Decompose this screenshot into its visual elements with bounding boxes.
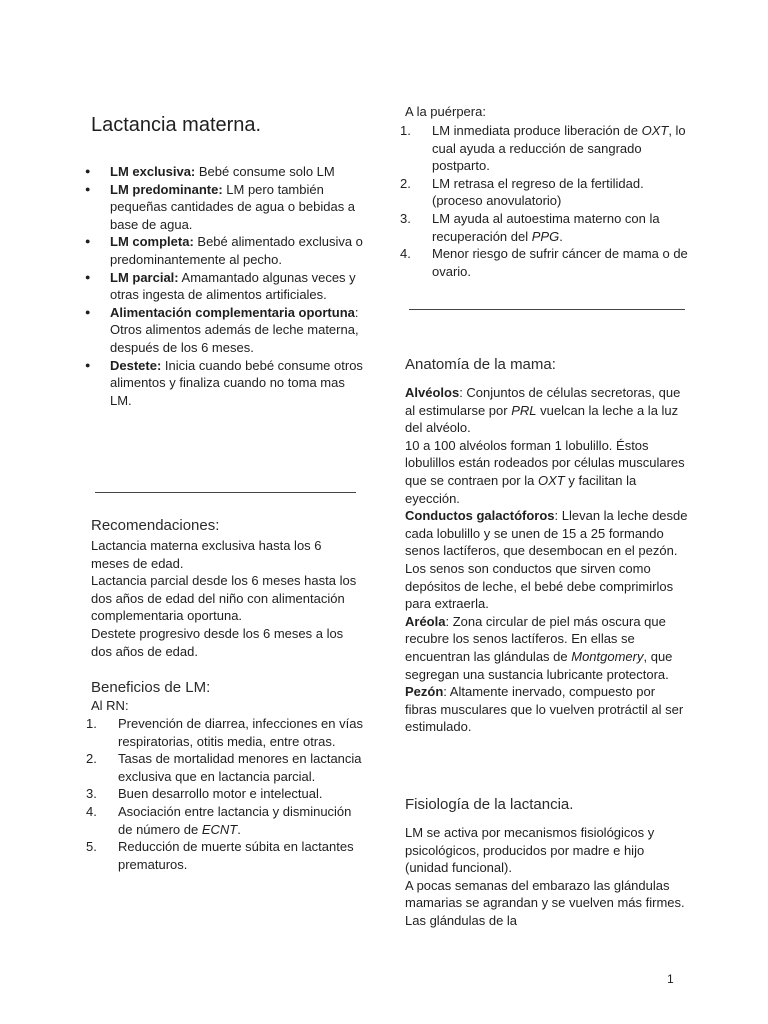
list-item: 4. Asociación entre lactancia y disminución de número de ECNT.	[86, 803, 352, 837]
puerpera-label: A la puérpera:	[405, 104, 486, 119]
definition-item: ● LM exclusiva: Bebé consume solo LM	[91, 163, 363, 181]
section-divider	[409, 309, 685, 310]
definition-item: ● Destete: Inicia cuando bebé consume otros alimentos y finaliza cuando no toma mas LM.	[91, 357, 363, 410]
page-number: 1	[667, 972, 674, 986]
anatomia-body	[405, 384, 689, 736]
definition-item: ● Alimentación complementaria oportuna: Otros alimentos además de leche materna, después de los 6 meses.	[91, 304, 363, 357]
beneficios-heading: Beneficios de LM:	[91, 679, 211, 696]
lobulillos-paragraph: 10 a 100 alvéolos forman 1 lobulillo. Éstos lobulillos están rodeados por células musculares que se contraen por la OXT y facilitan la eyección.	[405, 437, 685, 506]
list-item: 1. LM inmediata produce liberación de OXT, lo cual ayuda a reducción de sangrado postparto.	[400, 123, 686, 174]
list-item: 5. Reducción de muerte súbita en lactantes prematuros.	[86, 839, 354, 872]
conductos-paragraph: Conductos galactóforos: Llevan la leche desde cada lobulillo y se unen de 15 a 25 formando senos lactíferos, que desembocan en el pezón. Los senos son conductos que sirven como depósitos de leche, el bebé debe comprimirlos para extraerla.	[405, 508, 688, 612]
rn-label: Al RN:	[91, 698, 129, 713]
recomendaciones-list	[91, 537, 361, 660]
recomendacion-item: Lactancia materna exclusiva hasta los 6 meses de edad.	[91, 538, 322, 571]
definition-item: ● LM completa: Bebé alimentado exclusiva o predominantemente al pecho.	[91, 233, 363, 268]
recomendacion-item: Lactancia parcial desde los 6 meses hasta los dos años de edad del niño con alimentación complementaria oportuna.	[91, 573, 357, 624]
anatomia-heading: Anatomía de la mama:	[405, 356, 556, 373]
fisiologia-paragraph: LM se activa por mecanismos fisiológicos y psicológicos, producidos por madre e hijo (unidad funcional).	[405, 825, 655, 876]
alveolos-paragraph: Alvéolos: Conjuntos de células secretoras, que al estimularse por PRL vuelcan la leche a la luz del alvéolo.	[405, 385, 681, 436]
rn-benefits-list	[86, 715, 363, 873]
definitions-list	[91, 163, 363, 409]
fisiologia-body	[405, 824, 689, 930]
list-item: 3. Buen desarrollo motor e intelectual.	[86, 786, 323, 802]
list-item: 2. Tasas de mortalidad menores en lactancia exclusiva que en lactancia parcial.	[86, 751, 362, 784]
page-title: Lactancia materna.	[91, 114, 262, 136]
definition-item: ● LM predominante: LM pero también pequeñas cantidades de agua o bebidas a base de agua.	[91, 181, 363, 234]
definition-item: ● LM parcial: Amamantado algunas veces y otras ingesta de alimentos artificiales.	[91, 269, 363, 304]
recomendaciones-heading: Recomendaciones:	[91, 517, 220, 534]
fisiologia-paragraph: A pocas semanas del embarazo las glándulas mamarias se agrandan y se vuelven más firmes. Las glándulas de la	[405, 877, 685, 928]
list-item: 3. LM ayuda al autoestima materno con la recuperación del PPG.	[400, 210, 660, 244]
section-divider	[95, 492, 356, 493]
puerpera-benefits-list	[400, 122, 688, 280]
list-item: 4. Menor riesgo de sufrir cáncer de mama o de ovario.	[400, 246, 688, 279]
list-item: 1. Prevención de diarrea, infecciones en vías respiratorias, otitis media, entre otras.	[86, 716, 363, 749]
areola-paragraph: Aréola: Zona circular de piel más oscura que recubre los senos lactíferos. En ellas se encuentran las glándulas de Montgomery, que segregan una sustancia lubricante protectora.	[405, 613, 673, 682]
recomendacion-item: Destete progresivo desde los 6 meses a los dos años de edad.	[91, 625, 344, 659]
fisiologia-heading: Fisiología de la lactancia.	[405, 796, 574, 813]
pezon-paragraph: Pezón: Altamente inervado, compuesto por fibras musculares que lo vuelven protráctil al ser estimulado.	[405, 684, 684, 735]
list-item: 2. LM retrasa el regreso de la fertilidad. (proceso anovulatorio)	[400, 175, 644, 209]
